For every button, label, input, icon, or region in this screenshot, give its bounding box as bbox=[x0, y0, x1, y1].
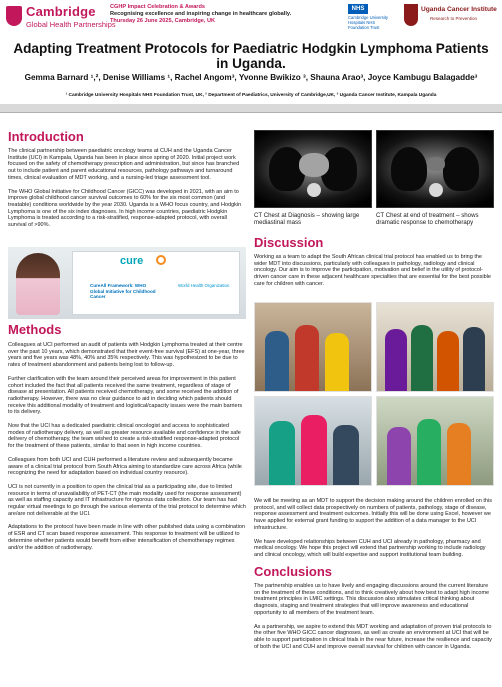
divider bbox=[0, 104, 502, 112]
ct-scan-end-of-treatment bbox=[376, 130, 494, 208]
cure-ring-icon bbox=[156, 255, 166, 265]
ct-caption-1: CT Chest at Diagnosis – showing large mediastinal mass bbox=[254, 212, 360, 226]
methods-paragraph-5: UCI is not currently in a position to open the clinical trial as a participating site, due to limited resource in terms of unavailability of PET-CT (the main modality used for response assessment) as well as staffing capacity and IT infrastructure for rigorous data collection. Our team has had regular virtual meetings to go through the various elements of the trial protocol to determine which are/are not deliverable at the UCI. bbox=[8, 483, 246, 517]
discussion-paragraph-3: We have developed relationships between CUH and UCI already in pathology, pharmacy and medical oncology. We hope this project will extend that partnership working to include radiology and clinical oncology, which will build expertise and support institutional team building. bbox=[254, 538, 486, 558]
team-photo-3 bbox=[254, 396, 372, 486]
nhs-logo: NHS bbox=[348, 4, 368, 14]
conclusions-paragraph-2: As a partnership, we aspire to extend this MDT working and adaptation of proven trial protocols to the other five WHO GICC cancer diagnoses, as well as create an environment at UCI that will be able to support participation in clinical trials in the near future, increase the resilience and capacity of both the UCI and CUH and improve overall survival for children with cancer in Uganda. bbox=[254, 623, 492, 650]
person-figure bbox=[447, 423, 471, 485]
discussion-section-continued bbox=[254, 494, 494, 559]
methods-paragraph-6: Adaptations to the protocol have been made in line with other published data using a combination of ESR and CT scan based response assessment. This response to treatment will be utilized to determine whether patients would benefit from either intensification of chemotherapy regimes and/or the addition of radiotherapy. bbox=[8, 524, 245, 551]
author-list: Gemma Barnard ¹,², Denise Williams ¹, Rachel Angom³, Yvonne Bwikizo ³, Shauna Arao³, Joyce Kambugu Balagadde³ bbox=[24, 73, 478, 82]
ct-scan-diagnosis bbox=[254, 130, 372, 208]
shield-icon bbox=[404, 4, 418, 26]
team-photo-collage bbox=[254, 302, 494, 486]
conclusions-section bbox=[254, 579, 494, 650]
mediastinal-mass bbox=[299, 153, 329, 177]
ct-caption-2: CT Chest at end of treatment – shows dramatic response to chemotherapy bbox=[376, 212, 479, 226]
person-figure bbox=[437, 331, 459, 391]
event-line-1: CGHP Impact Celebration & Awards bbox=[110, 4, 206, 10]
person-figure bbox=[385, 329, 407, 391]
person-figure bbox=[265, 331, 289, 391]
person-figure bbox=[387, 427, 411, 485]
introduction-paragraph-1: The clinical partnership between paediatric oncology teams at CUH and the Uganda Cancer Institute (UCI) in Kampala, Uganda has been in place since spring of 2020. Initial project work focused on the safety of chemotherapy prescription and administration, but since has branched out to include patient and parent educational resources, pathology pathways and turnaround times, clinical evaluation of MDT working, and a nursing-led triage assessment tool. bbox=[8, 148, 240, 181]
poster-title: Adapting Treatment Protocols for Paediatric Hodgkin Lymphoma Patients in Uganda. bbox=[13, 41, 489, 71]
methods-section bbox=[8, 338, 246, 551]
cureall-photo bbox=[8, 247, 246, 319]
methods-heading: Methods bbox=[8, 322, 62, 337]
conclusions-paragraph-1: The partnership enables us to have lively and engaging discussions around the current literature on the treatment of these conditions, and to think creatively about how best to adapt high income treatment principles in LMIC settings. This discussion also stimulates critical thinking about diagnosis, staging and treatment strategies that will improve awareness and educational opportunity to all members of the treatment team. bbox=[254, 583, 490, 616]
spine bbox=[307, 183, 321, 197]
ct-images bbox=[254, 130, 494, 208]
who-text: World Health Organization bbox=[178, 283, 230, 288]
team-photo-1 bbox=[254, 302, 372, 392]
discussion-paragraph-1: Working as a team to adapt the South African clinical trial protocol has enabled us to bring the wider MDT into discussions, particularly with colleagues in pathology, radiology and clinical oncology. Our aim is to improve the participation, motivation and belief in the utility of protocol-driven cancer care in these adjacent healthcare specialties that are essential for the best possible care for children with cancer. bbox=[254, 254, 491, 287]
org-name: Cambridge bbox=[26, 4, 96, 19]
lung-left bbox=[391, 147, 427, 191]
person-figure bbox=[411, 325, 433, 391]
person-figure bbox=[301, 415, 327, 485]
conclusions-heading: Conclusions bbox=[254, 564, 333, 579]
event-line-2: Recognising excellence and inspiring change in healthcare globally. bbox=[110, 11, 292, 17]
spine bbox=[429, 183, 443, 197]
discussion-section bbox=[254, 250, 494, 288]
introduction-heading: Introduction bbox=[8, 129, 84, 144]
mediastinal-residual bbox=[427, 157, 445, 171]
introduction-section bbox=[8, 130, 246, 229]
team-photo-2 bbox=[376, 302, 494, 392]
cambridge-logo bbox=[6, 4, 116, 36]
cure-brand: cure bbox=[120, 255, 144, 267]
team-photo-4 bbox=[376, 396, 494, 486]
discussion-paragraph-2: We will be meeting as an MDT to support the decision making around the children enrolled on this protocol, and will collect data prospectively on numbers of patients, pathology, stage of disease, response assessment and treatment outcomes. Initially this will be done using Excel, however we have applied for external grant funding to support the addition of a data manager to the UCI infrastructure. bbox=[254, 498, 492, 531]
org-sub: Global Health Partnerships bbox=[26, 20, 116, 29]
person-figure bbox=[295, 325, 319, 391]
introduction-paragraph-2: The WHO Global Initiative for Childhood Cancer (GICC) was developed in 2021, with an aim to improve global childhood cancer survival outcomes to 60% for the six most common (and treatable) conditions worldwide by the year 2030. Uganda is a WHO focus country, and Hodgkin Lymphoma is one of the six index diagnoses. In high income countries, paediatric Hodgkin Lymphoma is treated according to a risk-stratified, response-adapted protocol, with overall survival of >90%. bbox=[8, 188, 242, 229]
crest-icon bbox=[6, 6, 22, 26]
header-banner bbox=[0, 0, 502, 40]
partner-sub: Research to Prevention bbox=[430, 16, 478, 21]
person-figure bbox=[333, 425, 359, 485]
methods-paragraph-4: Colleagues from both UCI and CUH performed a literature review and subsequently became aware of a clinical trial protocol from South Africa aiming to standardize care across Africa (while recognizing the need for adaptation based on individual country resource). bbox=[8, 456, 242, 477]
partner-name: Uganda Cancer Institute bbox=[421, 6, 497, 13]
divider-line bbox=[0, 112, 502, 113]
person-figure bbox=[417, 419, 441, 485]
cureall-sign-text: CureAll Framework: WHO Global Initiative for Childhood Cancer bbox=[90, 283, 156, 300]
uci-logo bbox=[404, 4, 496, 34]
affiliations: ¹ Cambridge University Hospitals NHS Foundation Trust, UK, ² Department of Paediatrics, University of Cambridge,UK, ³ Uganda Cancer Institute, Kampala Uganda bbox=[65, 93, 437, 98]
person-figure bbox=[16, 253, 60, 315]
person-figure bbox=[463, 327, 485, 391]
event-line-3: Thursday 26 June 2025, Cambridge, UK bbox=[110, 18, 216, 24]
event-info bbox=[110, 4, 340, 25]
person-figure bbox=[269, 421, 295, 485]
methods-paragraph-2: Further clarification with the team around their perceived areas for improvement in this patient cohort included the fact that all patients received the same treatment, regardless of stage of disease at presentation. All patients received chemotherapy, and some received the addition of radiotherapy. However, there was no clear guidance to aid in deciding which patients should receive this additional modality of treatment and logistical/capacity issues were the main barriers to its delivery. bbox=[8, 375, 243, 416]
methods-paragraph-3: Now that the UCI has a dedicated paediatric clinical oncologist and access to sophisticated modes of radiotherapy delivery, as well as greater resource available and confidence in the safe delivery of chemotherapy, the team wished to create a risk-stratified response-adapted protocol for the treatment of these patients, similar to that seen in high income countries. bbox=[8, 423, 241, 450]
methods-paragraph-1: Colleagues at UCI performed an audit of patients with Hodgkin Lymphoma treated at their centre over the past 10 years, which demonstrated that their event-free survival (EFS) at one-year, three years and five years was 48%, 40% and 35% respectively. This was hypothesized to be due to rates of treatment abandonment and patients being lost to follow-up. bbox=[8, 342, 245, 369]
person-figure bbox=[325, 333, 349, 391]
discussion-heading: Discussion bbox=[254, 235, 324, 250]
lung-right bbox=[443, 147, 479, 191]
nhs-trust-name: Cambridge University Hospitals NHS Foundation Trust bbox=[348, 15, 389, 30]
